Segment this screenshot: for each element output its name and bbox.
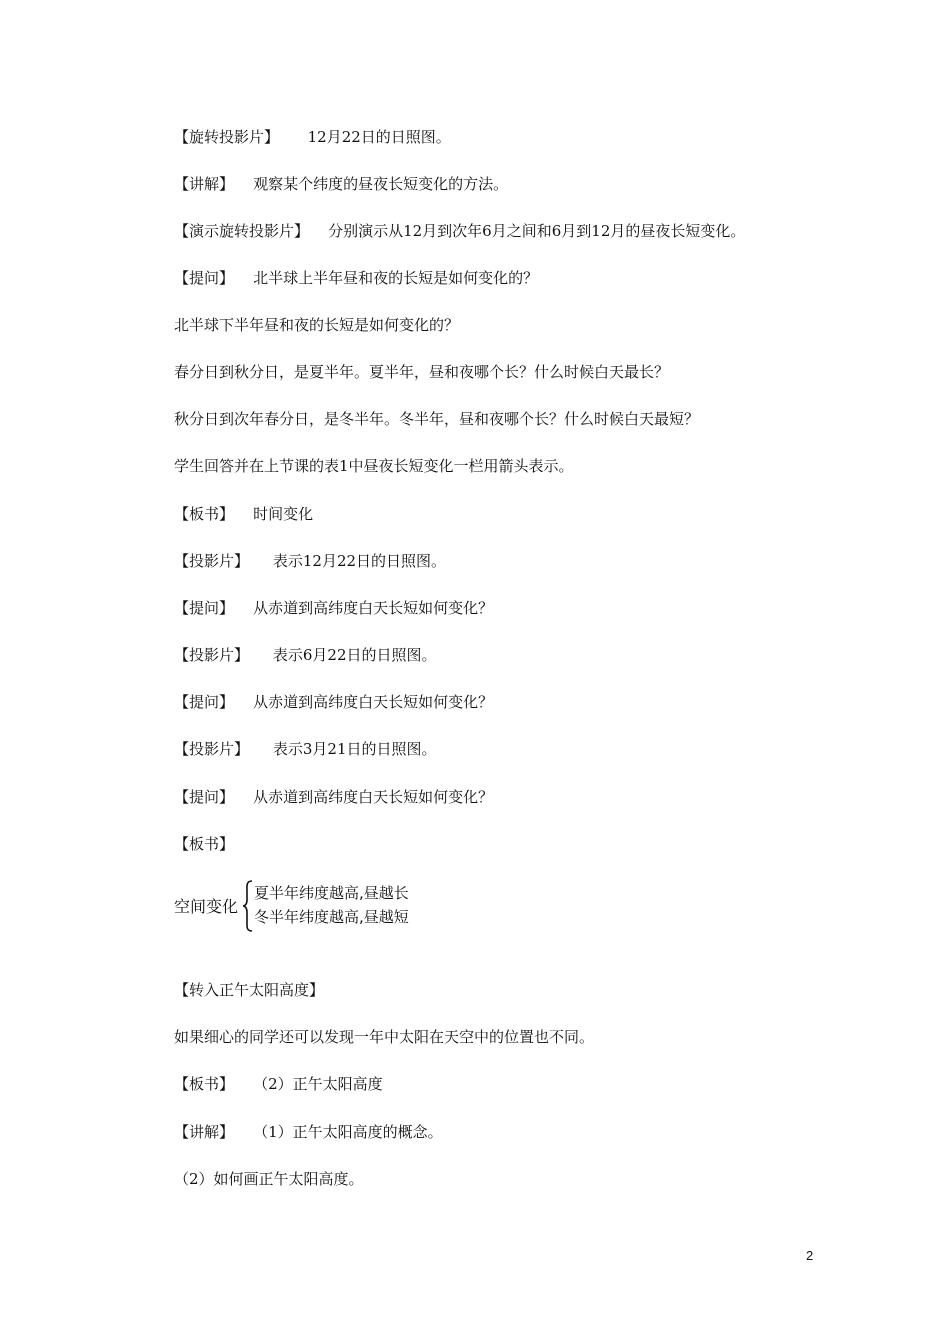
line-text: 如果细心的同学还可以发现一年中太阳在天空中的位置也不同。 [174, 1028, 595, 1046]
line-text: 表示12月22日的日照图。 [272, 552, 447, 570]
line-text: （2）如何画正午太阳高度。 [174, 1170, 364, 1188]
line-text: 分别演示从12月到次年6月之间和6月到12月的昼夜长短变化。 [328, 222, 746, 240]
line-text: 北半球下半年昼和夜的长短是如何变化的？ [174, 316, 460, 334]
brace-bottom-text: 冬半年纬度越高,昼越短 [254, 908, 409, 926]
line-text: 从赤道到高纬度白天长短如何变化？ [253, 599, 494, 617]
space-change-brace-diagram [174, 878, 434, 934]
line-tag: 【提问】 [174, 269, 235, 287]
line-13 [174, 692, 493, 712]
line-18 [174, 1027, 594, 1047]
line-3 [174, 221, 745, 241]
line-tag: 【板书】 [174, 835, 235, 853]
line-text: 秋分日到次年春分日，是冬半年。冬半年，昼和夜哪个长？什么时候白天最短？ [174, 410, 700, 428]
line-4 [174, 268, 538, 288]
line-tag: 【投影片】 [174, 646, 250, 664]
line-12 [174, 645, 437, 665]
line-tag: 【演示旋转投影片】 [174, 222, 310, 240]
line-text: 12月22日的日照图。 [307, 128, 451, 146]
line-10 [174, 551, 446, 571]
line-tag: 【讲解】 [174, 1123, 235, 1141]
line-text: 表示3月21日的日照图。 [272, 740, 437, 758]
line-8 [174, 456, 574, 476]
brace-left-label: 空间变化 [174, 897, 239, 916]
line-text: 时间变化 [253, 505, 314, 523]
line-tag: 【转入正午太阳高度】 [174, 981, 325, 999]
line-tag: 【提问】 [174, 599, 235, 617]
line-tag: 【提问】 [174, 788, 235, 806]
page-number: 2 [806, 1248, 814, 1263]
line-5 [174, 315, 459, 335]
line-tag: 【投影片】 [174, 740, 250, 758]
line-15 [174, 787, 493, 807]
line-text: 北半球上半年昼和夜的长短是如何变化的？ [253, 269, 539, 287]
line-11 [174, 598, 493, 618]
line-text: 学生回答并在上节课的表1中昼夜长短变化一栏用箭头表示。 [174, 457, 574, 475]
line-19 [174, 1074, 383, 1094]
line-tag: 【投影片】 [174, 552, 250, 570]
line-text: （2）正午太阳高度 [253, 1075, 383, 1093]
line-2 [174, 174, 508, 194]
line-16 [174, 834, 234, 854]
line-21 [174, 1169, 364, 1189]
line-tag: 【提问】 [174, 693, 235, 711]
line-text: 观察某个纬度的昼夜长短变化的方法。 [253, 175, 509, 193]
brace-top-text: 夏半年纬度越高,昼越长 [254, 884, 409, 902]
line-text: 从赤道到高纬度白天长短如何变化？ [253, 788, 494, 806]
line-tag: 【讲解】 [174, 175, 235, 193]
line-20 [174, 1122, 443, 1142]
line-1 [174, 127, 451, 147]
curly-brace-icon [242, 880, 254, 932]
line-7 [174, 409, 699, 429]
line-9 [174, 504, 313, 524]
line-text: 表示6月22日的日照图。 [272, 646, 437, 664]
line-17 [174, 980, 324, 1000]
line-text: 从赤道到高纬度白天长短如何变化？ [253, 693, 494, 711]
line-tag: 【板书】 [174, 505, 235, 523]
line-tag: 【旋转投影片】 [174, 128, 280, 146]
line-text: （1）正午太阳高度的概念。 [253, 1123, 443, 1141]
line-tag: 【板书】 [174, 1075, 235, 1093]
line-6 [174, 362, 669, 382]
line-text: 春分日到秋分日，是夏半年。夏半年，昼和夜哪个长？什么时候白天最长？ [174, 363, 670, 381]
line-14 [174, 739, 437, 759]
